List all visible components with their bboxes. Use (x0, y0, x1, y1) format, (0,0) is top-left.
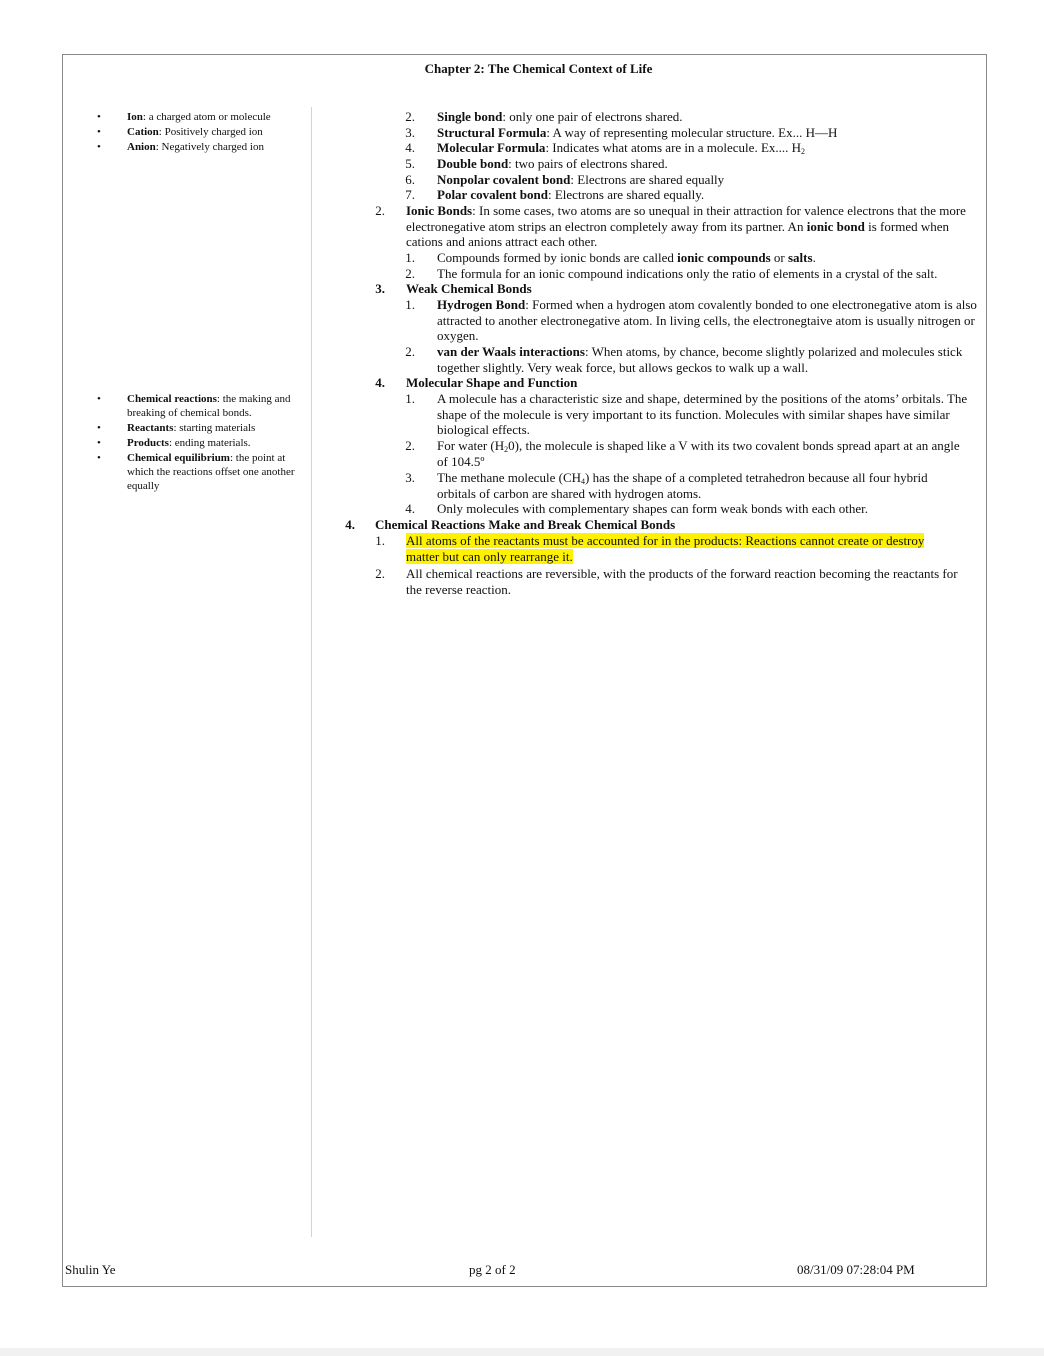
item-text: : only one pair of electrons shared. (502, 109, 683, 124)
subscript: 2 (801, 147, 806, 156)
term: van der Waals interactions (437, 344, 585, 359)
footer-author: Shulin Ye (65, 1262, 116, 1277)
item-text: : When atoms, by chance, become slightly polarized and molecules stick together slightly. Very weak force, but allows geckos to walk up a wall. (437, 344, 963, 375)
item-text: : Electrons are shared equally (570, 172, 725, 187)
item-number: 2. (375, 566, 385, 581)
term: ionic compounds (677, 250, 771, 265)
item-text: : A way of representing molecular structure. Ex... H—H (546, 125, 838, 140)
item-number: 2. (405, 438, 415, 453)
item-number: 3. (375, 281, 385, 296)
item-number: 3. (405, 470, 415, 485)
term: Structural Formula (437, 125, 547, 140)
item-text: or (770, 250, 788, 265)
highlighted-text: All atoms of the reactants must be accounted for in the products: Reactions cannot create or destroy (406, 533, 925, 548)
item-number: 4. (375, 375, 385, 390)
term: Single bond (437, 109, 503, 124)
term: Chemical reactions (127, 393, 217, 405)
item-text: For water (H (437, 438, 505, 453)
bullet-icon: • (97, 422, 101, 434)
item-text: : Electrons are shared equally. (548, 187, 705, 202)
list-item (97, 110, 307, 124)
item-text: : Formed when a hydrogen atom covalently bonded to one electronegative atom is also attracted to another electronegative atom. In living cells, the electronegtaive atom is usually nitrogen or oxygen. (437, 297, 977, 344)
bullet-icon: • (97, 126, 101, 138)
item-text: : two pairs of electrons shared. (508, 156, 668, 171)
sidebar-terms-reactions (97, 392, 307, 494)
item-number: 1. (405, 297, 415, 312)
item-number: 4. (345, 517, 355, 532)
item-number: 4. (405, 140, 415, 155)
term: Cation (127, 126, 159, 138)
item-number: 1. (375, 533, 385, 548)
term: Hydrogen Bond (437, 297, 526, 312)
item-text: is formed when cations and anions attract each other. (406, 218, 949, 250)
item-number: 2. (405, 109, 415, 124)
item-number: 5. (405, 156, 415, 171)
column-divider (311, 107, 312, 1237)
item-text: A molecule has a characteristic size and shape, determined by the positions of the atoms’ orbitals. The shape of the molecule is very important to its function. Molecules with similar shapes have similar biological effects. (437, 391, 968, 438)
page-title: Chapter 2: The Chemical Context of Life (424, 61, 653, 76)
bullet-icon: • (97, 437, 101, 449)
term: Chemical equilibrium (127, 452, 230, 464)
definition: : the point at which the reactions offset one another equally (127, 452, 295, 492)
list-item (97, 125, 307, 139)
sidebar-terms-ions (97, 110, 307, 155)
item-number: 6. (405, 172, 415, 187)
item-number: 2. (375, 203, 385, 218)
item-text: 0), the molecule is shaped like a V with its two covalent bonds spread apart at an angle of 104.5º (437, 438, 960, 469)
item-number: 1. (405, 250, 415, 265)
bullet-icon: • (97, 111, 101, 123)
term: Ion (127, 111, 143, 123)
term: salts (788, 250, 813, 265)
item-number: 4. (405, 501, 415, 516)
item-text: All chemical reactions are reversible, with the products of the forward reaction becoming the reactants for the reverse reaction. (406, 566, 958, 597)
bullet-icon: • (97, 393, 101, 405)
bullet-icon: • (97, 141, 101, 153)
item-text: Only molecules with complementary shapes can form weak bonds with each other. (437, 501, 869, 516)
item-number: 1. (405, 391, 415, 406)
term: Anion (127, 141, 156, 153)
definition: : Negatively charged ion (155, 141, 264, 153)
footer-page-number: pg 2 of 2 (469, 1262, 516, 1277)
term: Reactants (127, 422, 174, 434)
definition: : a charged atom or molecule (142, 111, 271, 123)
definition: : the making and breaking of chemical bonds. (127, 393, 291, 419)
definition: : ending materials. (168, 437, 251, 449)
list-item (97, 140, 307, 154)
term: Double bond (437, 156, 509, 171)
highlighted-text: matter but can only rearrange it. (406, 548, 573, 564)
page-bottom-strip (0, 1348, 1044, 1356)
definition: : starting materials (173, 422, 256, 434)
item-text: The methane molecule (CH (437, 470, 582, 485)
item-text: ) has the shape of a completed tetrahedron because all four hybrid orbitals of carbon are shared with hydrogen atoms. (437, 470, 928, 501)
list-item (97, 421, 307, 435)
item-text: The formula for an ionic compound indications only the ratio of elements in a crystal of the salt. (437, 266, 938, 281)
item-number: 3. (405, 125, 415, 140)
subscript: 4 (581, 477, 586, 486)
item-text: : In some cases, two atoms are so unequal in their attraction for valence electrons that the more electronegative atom strips an electron completely away from its partner. An (406, 203, 966, 234)
term: Polar covalent bond (437, 187, 548, 202)
list-item (97, 392, 307, 420)
item-number: 2. (405, 266, 415, 281)
term: Ionic Bonds (406, 203, 473, 218)
list-item (97, 436, 307, 450)
term: Molecular Formula (437, 140, 546, 155)
item-text: : Indicates what atoms are in a molecule. Ex.... H (545, 140, 802, 155)
heading-text: Weak Chemical Bonds (406, 281, 532, 296)
heading-text: Molecular Shape and Function (406, 375, 578, 390)
item-text: Compounds formed by ionic bonds are called (437, 250, 678, 265)
definition: : Positively charged ion (158, 126, 263, 138)
item-number: 2. (405, 344, 415, 359)
list-item (97, 451, 307, 493)
term: Products (127, 437, 169, 449)
term: Nonpolar covalent bond (437, 172, 571, 187)
footer-timestamp: 08/31/09 07:28:04 PM (797, 1262, 915, 1277)
item-number: 7. (405, 187, 415, 202)
subscript: 2 (504, 445, 509, 454)
heading-text: Chemical Reactions Make and Break Chemical Bonds (375, 517, 676, 532)
item-text: . (812, 250, 816, 265)
bullet-icon: • (97, 452, 101, 464)
document-page (62, 54, 987, 1287)
term: ionic bond (806, 218, 865, 234)
